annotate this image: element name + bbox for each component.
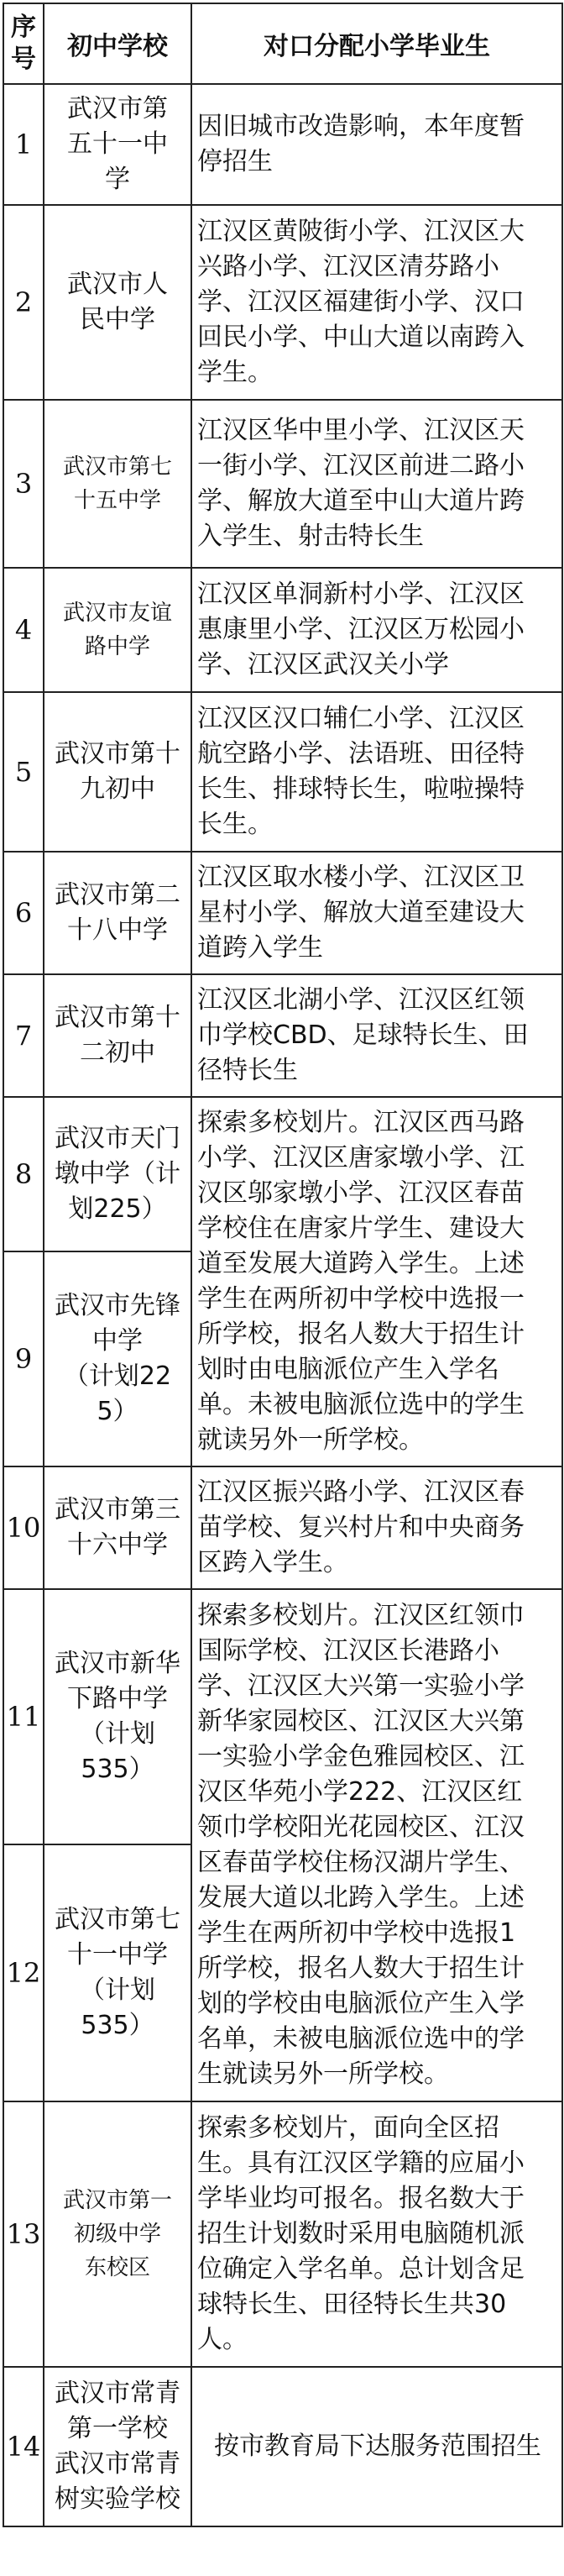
- row-index: 3: [3, 400, 44, 568]
- school-name: 武汉市先锋 中学 （计划22 5）: [44, 1251, 191, 1466]
- row-index: 4: [3, 568, 44, 692]
- row-index: 6: [3, 852, 44, 974]
- assignment-desc: 探索多校划片，面向全区招 生。具有江汉区学籍的应届小 学毕业均可报名。报名数大于 招生计划数时采用电脑随机派 位确定入学名单。总计划含足 球特长生、田径特长生共30 人。: [191, 2101, 562, 2367]
- assignment-desc: 江汉区华中里小学、江汉区天 一街小学、江汉区前进二路小 学、解放大道至中山大道片跨 入学生、射击特长生: [191, 400, 562, 568]
- table-row: [3, 692, 562, 852]
- assignment-desc-merged: 探索多校划片。江汉区西马路 小学、江汉区唐家墩小学、江 汉区邬家墩小学、江汉区春苗 学校住在唐家片学生、建设大 道至发展大道跨入学生。上述 学生在两所初中学校中选报一 所学校，报名人数大于招生计 划时由电脑派位产生入学名 单。未被电脑派位选中的学生 就读另外一所学校。: [191, 1097, 562, 1466]
- assignment-desc: 江汉区北湖小学、江汉区红领 巾学校CBD、足球特长生、田 径特长生: [191, 974, 562, 1097]
- row-index: 5: [3, 692, 44, 852]
- table-row: [3, 852, 562, 974]
- school-name: 武汉市第十 二初中: [44, 974, 191, 1097]
- row-index: 12: [3, 1844, 44, 2101]
- row-index: 7: [3, 974, 44, 1097]
- row-index: 10: [3, 1466, 44, 1589]
- row-index: 13: [3, 2101, 44, 2367]
- school-name: 武汉市第二 十八中学: [44, 852, 191, 974]
- school-name: 武汉市第 五十一中 学: [44, 84, 191, 205]
- row-index: 9: [3, 1251, 44, 1466]
- table-row: [3, 205, 562, 400]
- header-index: 序 号: [3, 3, 44, 84]
- school-assignment-table: [3, 3, 563, 2527]
- row-index: 2: [3, 205, 44, 400]
- header-assignment: 对口分配小学毕业生: [191, 3, 562, 84]
- school-name: 武汉市常青 第一学校 武汉市常青 树实验学校: [44, 2367, 191, 2526]
- table-row: [3, 2101, 562, 2367]
- assignment-desc: 江汉区汉口辅仁小学、江汉区 航空路小学、法语班、田径特 长生、排球特长生，啦啦操特 长生。: [191, 692, 562, 852]
- assignment-desc: 江汉区单洞新村小学、江汉区 惠康里小学、江汉区万松园小 学、江汉区武汉关小学: [191, 568, 562, 692]
- assignment-desc: 因旧城市改造影响，本年度暂 停招生: [191, 84, 562, 205]
- row-index: 14: [3, 2367, 44, 2526]
- school-name: 武汉市友谊 路中学: [44, 568, 191, 692]
- table-row: [3, 568, 562, 692]
- row-index: 1: [3, 84, 44, 205]
- table-row: [3, 1097, 562, 1251]
- table-row: [3, 400, 562, 568]
- assignment-desc: 按市教育局下达服务范围招生: [191, 2367, 562, 2526]
- school-name: 武汉市第七 十五中学: [44, 400, 191, 568]
- header-school: 初中学校: [44, 3, 191, 84]
- table-row: [3, 974, 562, 1097]
- school-name: 武汉市第七 十一中学 （计划 535）: [44, 1844, 191, 2101]
- school-name: 武汉市天门 墩中学（计 划225）: [44, 1097, 191, 1251]
- row-index: 11: [3, 1589, 44, 1844]
- row-index: 8: [3, 1097, 44, 1251]
- assignment-desc: 江汉区黄陂街小学、江汉区大 兴路小学、江汉区清芬路小 学、江汉区福建街小学、汉口 回民小学、中山大道以南跨入 学生。: [191, 205, 562, 400]
- table-row: [3, 1466, 562, 1589]
- table-row: [3, 2367, 562, 2526]
- header-row: [3, 3, 562, 84]
- school-name: 武汉市新华 下路中学 （计划 535）: [44, 1589, 191, 1844]
- school-name: 武汉市人 民中学: [44, 205, 191, 400]
- assignment-desc-merged: 探索多校划片。江汉区红领巾 国际学校、江汉区长港路小 学、江汉区大兴第一实验小学 新华家园校区、江汉区大兴第 一实验小学金色雅园校区、江 汉区华苑小学222、江汉区红 领巾学校阳光花园校区、江汉 区春苗学校住杨汉湖片学生、 发展大道以北跨入学生。上述 学生在两所初中学校中选报1 所学校，报名人数大于招生计 划的学校由电脑派位产生入学 名单，未被电脑派位选中的学 生就读另外一所学校。: [191, 1589, 562, 2101]
- table-row: [3, 84, 562, 205]
- school-name: 武汉市第三 十六中学: [44, 1466, 191, 1589]
- assignment-desc: 江汉区取水楼小学、江汉区卫 星村小学、解放大道至建设大 道跨入学生: [191, 852, 562, 974]
- table-row: [3, 1589, 562, 1844]
- school-name: 武汉市第一 初级中学 东校区: [44, 2101, 191, 2367]
- assignment-desc: 江汉区振兴路小学、江汉区春 苗学校、复兴村片和中央商务 区跨入学生。: [191, 1466, 562, 1589]
- school-name: 武汉市第十 九初中: [44, 692, 191, 852]
